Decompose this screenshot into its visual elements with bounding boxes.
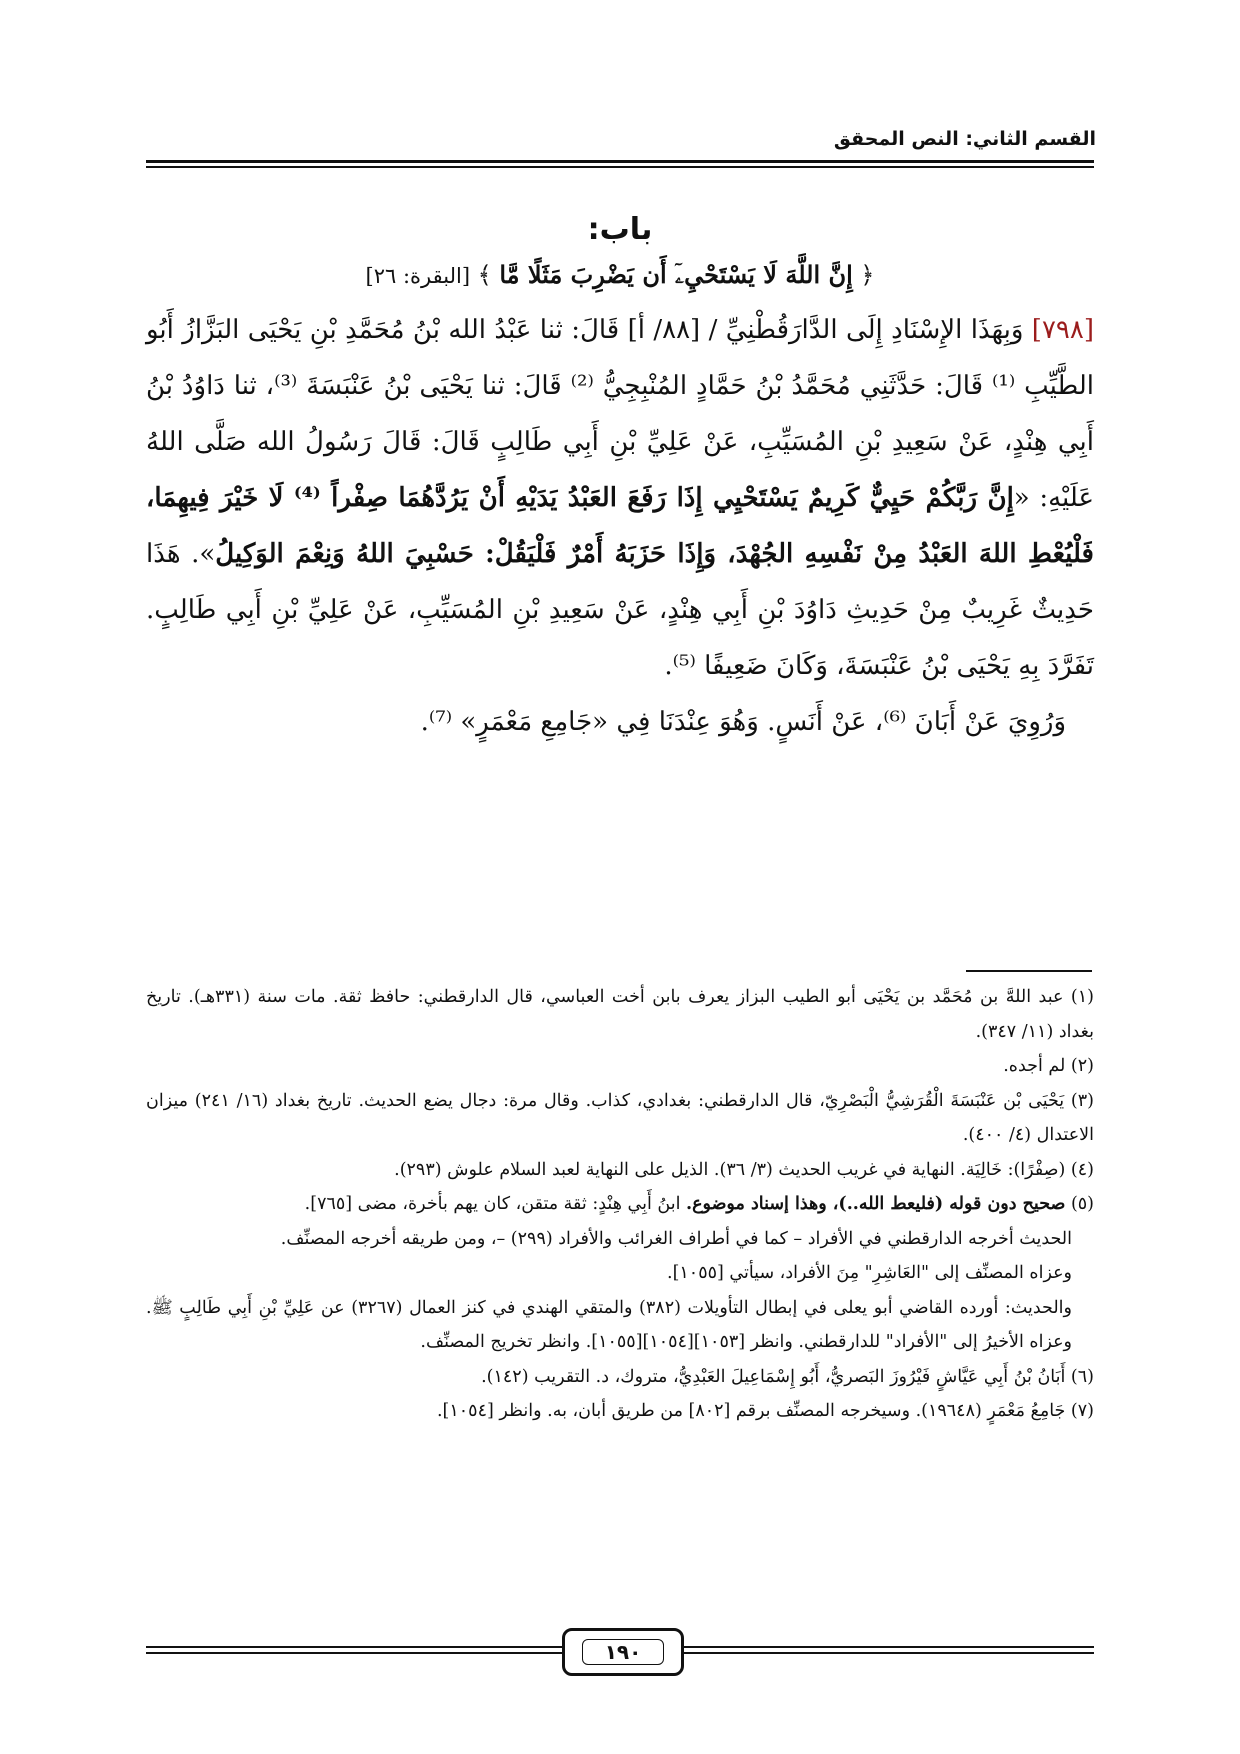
header-rule-thick: [146, 160, 1094, 163]
footnote-3: (٣) يَحْيَى بْن عَنْبَسَةَ الْقُرَشِيُّ الْبَصْرِيّ، قال الدارقطني: بغدادي، كذاب. وقال مرة: دجال يضع الحديث. تاريخ بغداد (١٦/ ٢٤١) ميزان الاعتدال (٤/ ٤٠٠).: [146, 1090, 1094, 1145]
footnote-4: (٤) (صِفْرًا): خَالِيَة. النهاية في غريب الحديث (٣/ ٣٦). الذيل على النهاية لعبد السلام علوش (٢٩٣).: [394, 1159, 1094, 1180]
footnote-5-verdict: صحيح دون قوله (فليعط الله..)، وهذا إسناد موضوع.: [686, 1194, 1066, 1214]
footnote-5-continuation: والحديث: أورده القاضي أبو يعلى في إبطال التأويلات (٣٨٢) والمتقي الهندي في كنز العمال (٣٢٦٧) عن عَلِيِّ بْنِ أَبِي طَالِبٍ ﷺ. وعزاه الأخيرُ إلى "الأفراد" للدارقطني. وانظر [١٠٥٣][١٠٥٤][١٠٥٥]. وانظر تخريج المصنِّف.: [146, 1297, 1072, 1352]
hadith-paragraph: [146, 302, 1094, 694]
footer-rule-right: [678, 1646, 1094, 1648]
chapter-title: باب:: [587, 212, 653, 247]
footnote-6: (٦) أَبَانُ بْنُ أَبِي عَيَّاشٍ فَيْرُوزَ البَصريُّ، أَبُو إِسْمَاعِيلَ العَبْدِيُّ، متروك، د. التقريب (١٤٢).: [481, 1366, 1094, 1387]
verse-close-bracket: ﴾: [477, 261, 492, 289]
header-rule-thin: [146, 166, 1094, 168]
hadith-paragraph-second: وَرُوِيَ عَنْ أَبَانَ ⁽⁶⁾، عَنْ أَنَسٍ. وَهُوَ عِنْدَنَا فِي «جَامِعِ مَعْمَرٍ» ⁽⁷⁾.: [420, 707, 1066, 737]
footnotes-section: [146, 980, 1094, 1429]
isnad-text: وَبِهَذَا الإِسْنَادِ إِلَى الدَّارَقُطْنِيِّ / [٨٨/ أ] قَالَ: ثنا عَبْدُ الله بْنُ مُحَمَّدِ بْنِ يَحْيَى البَزَّازُ أَبُو الطَّيِّبِ ⁽¹⁾ قَالَ: حَدَّثَنِي مُحَمَّدُ بْنُ حَمَّادٍ المُنْبِجِيُّ ⁽²⁾ قَالَ: ثنا يَحْيَى بْنُ عَنْبَسَةَ ⁽³⁾، ثنا دَاوُدُ بْنُ أَبِي هِنْدٍ، عَنْ سَعِيدِ بْنِ المُسَيِّبِ، عَنْ عَلِيِّ بْنِ أَبِي طَالِبٍ قَالَ: قَالَ رَسُولُ الله صَلَّى اللهُ عَلَيْهِ: «: [146, 315, 1094, 513]
footnote-2: (٢) لم أجده.: [1003, 1056, 1094, 1076]
footnote-5-number: (٥): [1065, 1194, 1094, 1214]
footnote-5: [146, 1187, 1094, 1222]
verse-reference: [البقرة: ٢٦]: [365, 264, 471, 288]
running-header: القسم الثاني: النص المحقق: [833, 128, 1096, 150]
footnote-5-continuation: وعزاه المصنِّف إلى "العَاشِرِ" مِنَ الأفراد، سيأتي [١٠٥٥].: [667, 1263, 1072, 1283]
quran-verse-text: إِنَّ اللَّهَ لَا يَسْتَحْيِۦٓ أَن يَضْرِبَ مَثَلًا مَّا: [499, 260, 853, 289]
footer-rule-right-2: [678, 1652, 1094, 1654]
verse-open-bracket: ﴿: [860, 261, 875, 289]
footnote-separator: [966, 970, 1092, 972]
page-number-badge: [562, 1628, 684, 1676]
quran-verse-line: [146, 260, 1094, 289]
footnote-5-note: ابنُ أَبِي هِنْدٍ: ثقة متقن، كان يهم بأخرة، مضى [٧٦٥].: [304, 1194, 686, 1214]
footnote-5-continuation: الحديث أخرجه الدارقطني في الأفراد – كما في أطراف الغرائب والأفراد (٢٩٩) –، ومن طريقه أخرجه المصنِّف.: [280, 1228, 1072, 1249]
page-number: ١٩٠: [582, 1639, 665, 1665]
page-footer: [146, 1626, 1094, 1686]
hadith-main-text: [146, 302, 1094, 750]
hadith-number: [٧٩٨]: [1031, 315, 1094, 345]
footer-rule-left-2: [146, 1652, 562, 1654]
footnote-7: (٧) جَامِعُ مَعْمَرٍ (١٩٦٤٨). وسيخرجه المصنِّف برقم [٨٠٢] من طريق أبان، به. وانظر [١٠٥٤].: [436, 1401, 1094, 1421]
hadith-matn: إِنَّ رَبَّكُمْ حَيِيٌّ كَرِيمٌ يَسْتَحْيِي إِذَا رَفَعَ العَبْدُ يَدَيْهِ أَنْ يَرُدَّهُمَا صِفْراً ⁽⁴⁾ لَا خَيْرَ فِيهِمَا، فَلْيُعْطِ اللهَ العَبْدُ مِنْ نَفْسِهِ الجُهْدَ، وَإِذَا حَزَبَهُ أَمْرٌ فَلْيَقُلْ: حَسْبِيَ اللهُ وَنِعْمَ الوَكِيلُ: [146, 483, 1094, 569]
footer-rule-left: [146, 1646, 562, 1648]
footnote-1: (١) عبد اللهَّ بن مُحَمَّد بن يَحْيَى أبو الطيب البزاز يعرف بابن أخت العباسي، قال الدارقطني: حافظ ثقة. مات سنة (٣٣١هـ). تاريخ بغداد (١١/ ٣٤٧).: [146, 987, 1094, 1042]
hadith-commentary: ». هَذَا حَدِيثٌ غَرِيبٌ مِنْ حَدِيثِ دَاوُدَ بْنِ أَبِي هِنْدٍ، عَنْ سَعِيدِ بْنِ المُسَيِّبِ، عَنْ عَلِيِّ بْنِ أَبِي طَالِبٍ. تَفَرَّدَ بِهِ يَحْيَى بْنُ عَنْبَسَةَ، وَكَانَ ضَعِيفًا ⁽⁵⁾.: [146, 539, 1094, 681]
